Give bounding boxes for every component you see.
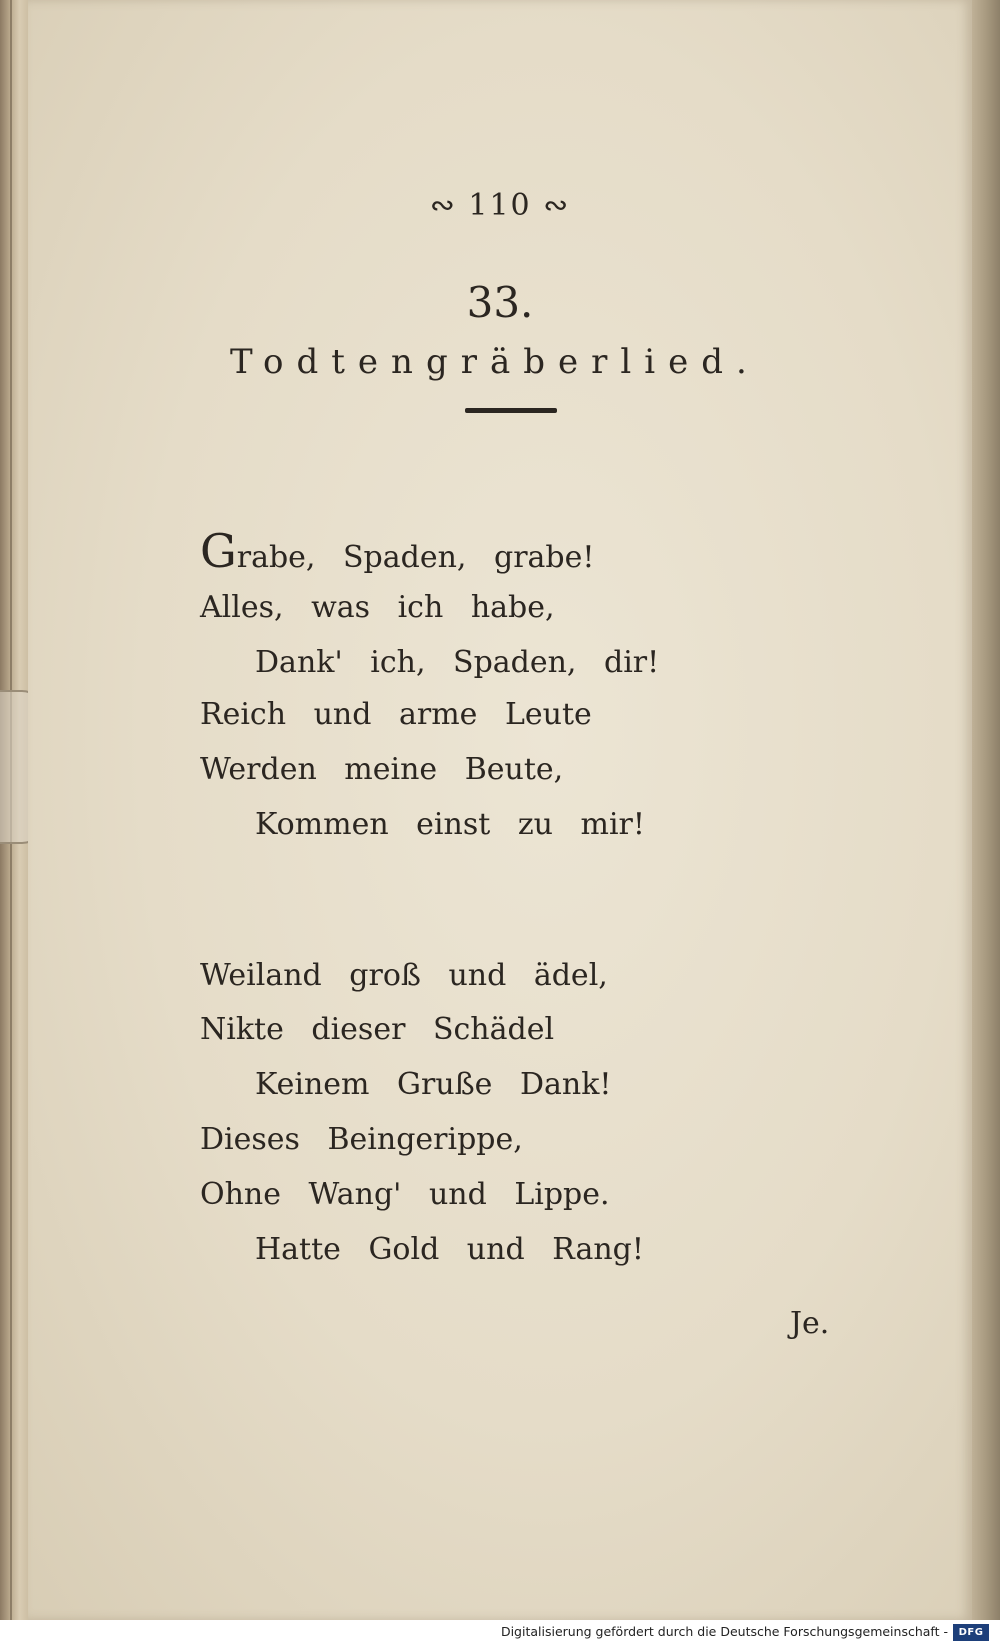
poem-title: Todtengräberlied. xyxy=(230,342,760,382)
verse-line: Dank' ich, Spaden, dir! xyxy=(255,645,660,680)
verse-line: Nikte dieser Schädel xyxy=(200,1012,555,1047)
verse-line-text: rabe, Spaden, grabe! xyxy=(236,540,595,575)
verse-line: Alles, was ich habe, xyxy=(200,590,555,625)
verse-line: Werden meine Beute, xyxy=(200,752,564,787)
dfg-logo: DFG xyxy=(953,1624,989,1641)
page-number: ∾ 110 ∾ xyxy=(429,188,571,223)
verse-line: Hatte Gold und Rang! xyxy=(255,1232,644,1267)
verse-line: Reich und arme Leute xyxy=(200,697,592,732)
verse-line: Kommen einst zu mir! xyxy=(255,807,645,842)
verse-line: Dieses Beingerippe, xyxy=(200,1122,523,1157)
drop-initial: G xyxy=(200,524,237,578)
digitization-credit: Digitalisierung gefördert durch die Deutsche Forschungsgemeinschaft - xyxy=(500,1624,948,1639)
title-rule xyxy=(465,408,557,413)
verse-line: Ohne Wang' und Lippe. xyxy=(200,1177,610,1212)
catchword: Je. xyxy=(790,1306,830,1341)
verse-line xyxy=(200,524,595,578)
poem-number: 33. xyxy=(466,278,534,327)
verse-line: Keinem Gruße Dank! xyxy=(255,1067,612,1102)
page-right-edge xyxy=(972,0,1000,1620)
verse-line: Weiland groß und ädel, xyxy=(200,958,608,993)
